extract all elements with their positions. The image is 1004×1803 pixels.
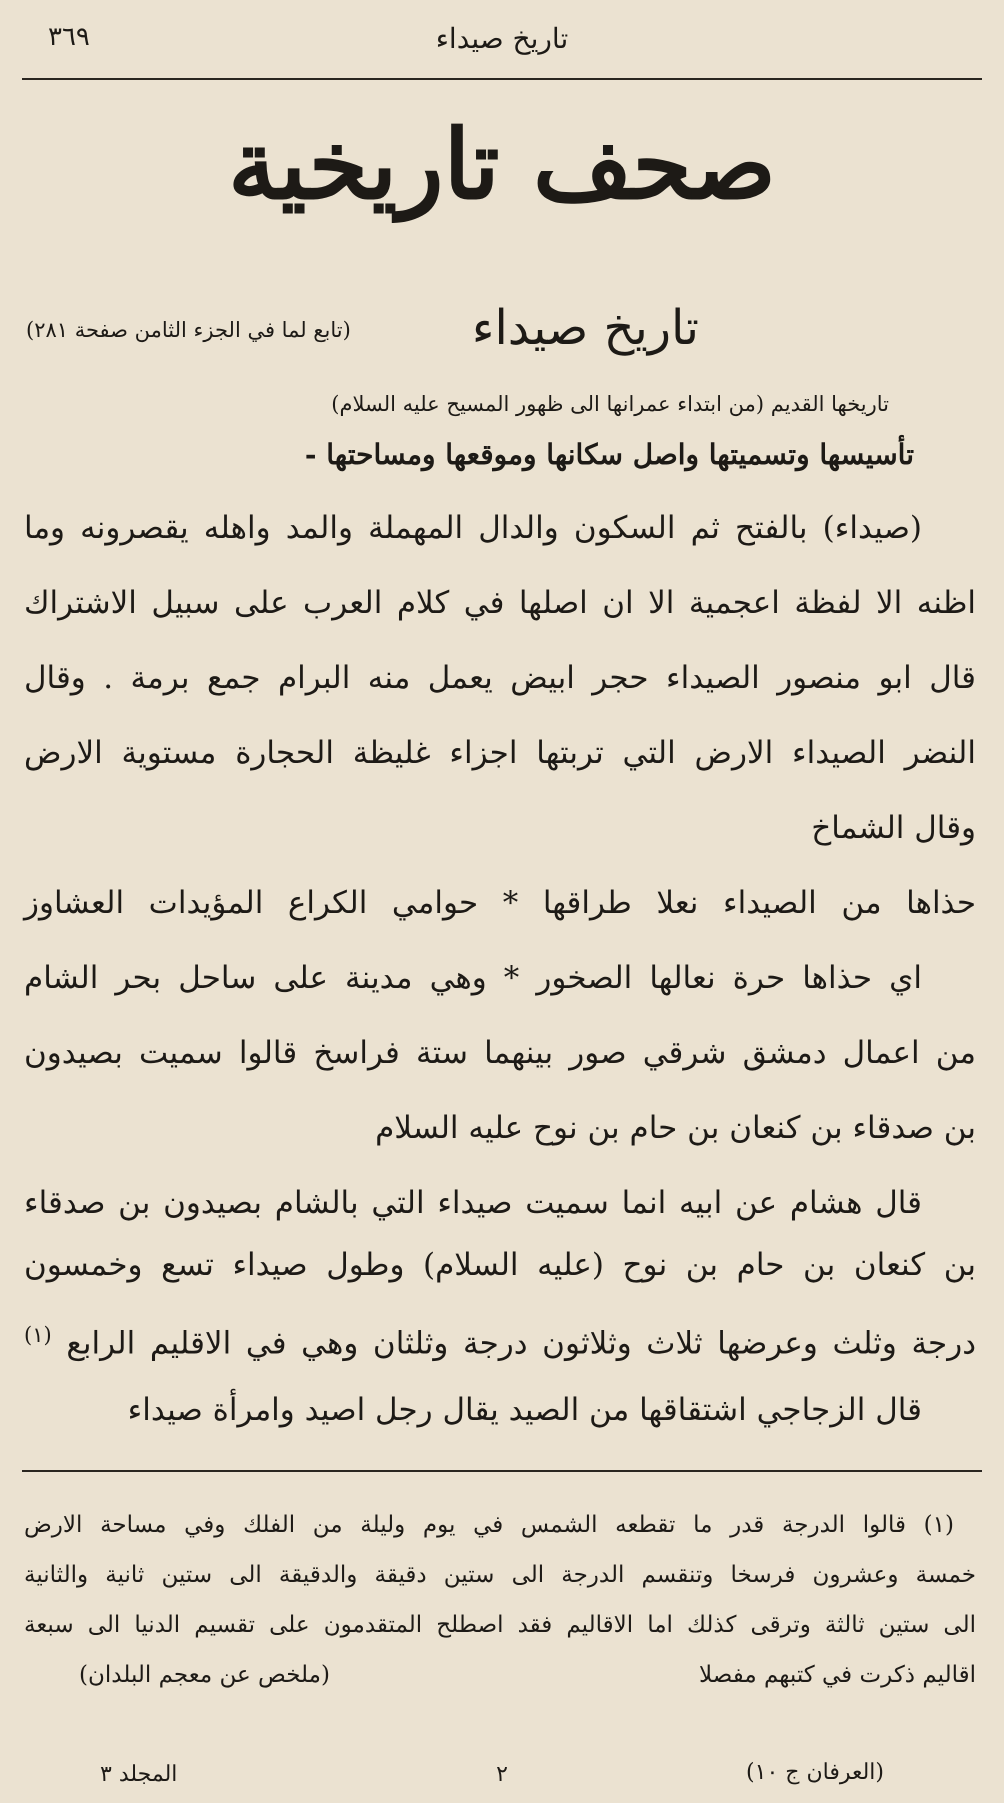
journal-reference: (العرفان ج ١٠) [746, 1760, 884, 1785]
footnote-text: اقاليم ذكرت في كتبهم مفصلا [699, 1662, 976, 1688]
body-line: وقال الشماخ [811, 810, 976, 846]
article-title: تاريخ صيداء [471, 300, 699, 356]
footnote-rule [22, 1470, 982, 1472]
body-line: قال ابو منصور الصيداء حجر ابيض يعمل منه البرام جمع برمة . وقال [24, 660, 976, 696]
page-number: ٣٦٩ [48, 22, 90, 52]
volume-label: المجلد ٣ [100, 1762, 178, 1787]
footnote-marker: (١) [24, 1323, 52, 1347]
sub-heading: تاريخها القديم (من ابتداء عمرانها الى ظهور المسيح عليه السلام) [331, 392, 889, 416]
body-line-text: درجة وثلث وعرضها ثلاث وثلاثون درجة وثلثان وهي في الاقليم الرابع [66, 1325, 976, 1362]
section-title: صحف تاريخية [228, 108, 776, 221]
footnote-line: الى ستين ثالثة وترقى كذلك اما الاقاليم فقد اصطلح المتقدمون على تقسيم الدنيا الى سبعة [24, 1612, 976, 1638]
body-line: اي حذاها حرة نعالها الصخور * وهي مدينة على ساحل بحر الشام [24, 960, 922, 996]
footnote-source: (ملخص عن معجم البلدان) [79, 1662, 330, 1688]
body-line: بن صدقاء بن كنعان بن حام بن نوح عليه السلام [375, 1110, 976, 1146]
verse-line: حذاها من الصيداء نعلا طراقها * حوامي الكراع المؤيدات العشاوز [24, 885, 976, 921]
running-title: تاريخ صيداء [435, 22, 569, 55]
body-line: اظنه الا لفظة اعجمية الا ان اصلها في كلام العرب على سبيل الاشتراك [24, 585, 976, 621]
footnote-line: خمسة وعشرون فرسخا وتنقسم الدرجة الى ستين دقيقة والدقيقة الى ستين ثانية والثانية [24, 1562, 976, 1588]
footnote-line: (١) قالوا الدرجة قدر ما تقطعه الشمس في يوم وليلة من الفلك وفي مساحة الارض [24, 1512, 954, 1538]
body-line: قال هشام عن ابيه انما سميت صيداء التي بالشام بصيدون بن صدقاء [24, 1185, 922, 1221]
signature-mark: ٢ [496, 1762, 508, 1787]
header-rule [22, 78, 982, 80]
body-line: من اعمال دمشق شرقي صور بينهما ستة فراسخ قالوا سميت بصيدون [24, 1035, 976, 1071]
body-line: بن كنعان بن حام بن نوح (عليه السلام) وطول صيداء تسع وخمسون [24, 1247, 976, 1283]
continuation-note: (تابع لما في الجزء الثامن صفحة ٢٨١) [26, 318, 351, 342]
body-line [24, 1315, 976, 1363]
body-line: النضر الصيداء الارض التي تربتها اجزاء غليظة الحجارة مستوية الارض [24, 735, 976, 771]
body-line: قال الزجاجي اشتقاقها من الصيد يقال رجل اصيد وامرأة صيداء [127, 1392, 922, 1428]
body-line: (صيداء) بالفتح ثم السكون والدال المهملة والمد واهله يقصرونه وما [24, 510, 922, 546]
topics-heading: تأسيسها وتسميتها واصل سكانها وموقعها ومساحتها - [304, 438, 914, 471]
